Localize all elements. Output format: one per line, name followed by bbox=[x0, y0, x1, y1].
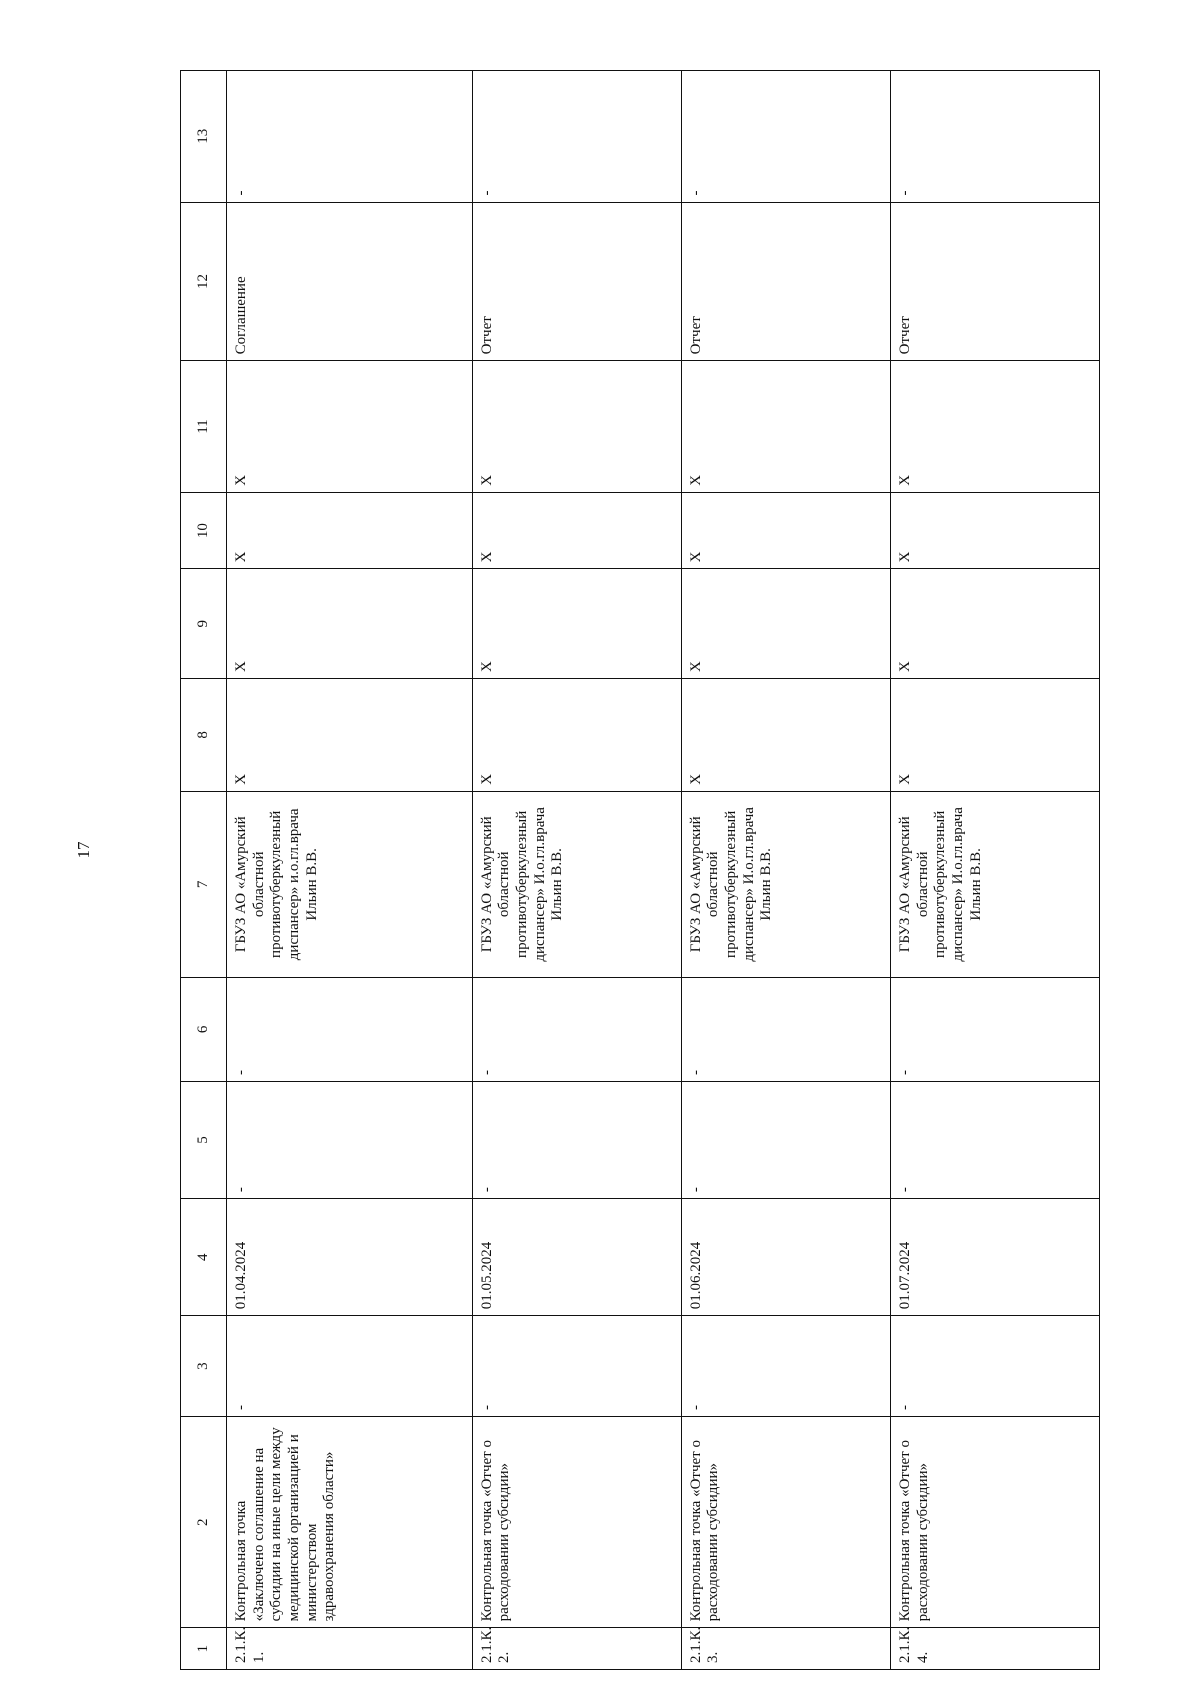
header-cell: 12 bbox=[181, 202, 227, 361]
cell-col8: X bbox=[890, 678, 1099, 791]
cell-col13: - bbox=[227, 71, 473, 203]
event-name: Контрольная точка «Отчет о расходовании субсидии» bbox=[890, 1417, 1099, 1628]
header-cell: 10 bbox=[181, 492, 227, 569]
date-cell: 01.06.2024 bbox=[681, 1199, 890, 1316]
rotated-table-frame bbox=[180, 70, 1100, 1670]
cell-col10: X bbox=[681, 492, 890, 569]
cell-col10: X bbox=[472, 492, 681, 569]
date-cell: 01.04.2024 bbox=[227, 1199, 473, 1316]
cell-col10: X bbox=[227, 492, 473, 569]
table-row bbox=[890, 71, 1099, 1670]
event-name: Контрольная точка «Отчет о расходовании субсидии» bbox=[472, 1417, 681, 1628]
cell-col13: - bbox=[681, 71, 890, 203]
cell-col6: - bbox=[890, 977, 1099, 1081]
cell-col5: - bbox=[227, 1081, 473, 1198]
table-row bbox=[227, 71, 473, 1670]
table-row bbox=[472, 71, 681, 1670]
cell-col10: X bbox=[890, 492, 1099, 569]
date-cell: 01.05.2024 bbox=[472, 1199, 681, 1316]
cell-col9: X bbox=[472, 569, 681, 679]
cell-col3: - bbox=[472, 1316, 681, 1417]
document-type-cell: Отчет bbox=[472, 202, 681, 361]
header-row bbox=[181, 71, 227, 1670]
cell-col11: X bbox=[681, 361, 890, 492]
row-number: 2.1.К. 3. bbox=[681, 1628, 890, 1670]
responsible-cell: ГБУЗ АО «Амурский областной противотуберкулезный диспансер» и.о.гл.врача Ильин В.В. bbox=[227, 791, 473, 977]
row-number: 2.1.К. 1. bbox=[227, 1628, 473, 1670]
cell-col3: - bbox=[681, 1316, 890, 1417]
cell-col3: - bbox=[227, 1316, 473, 1417]
event-name: Контрольная точка «Отчет о расходовании субсидии» bbox=[681, 1417, 890, 1628]
row-number: 2.1.К. 2. bbox=[472, 1628, 681, 1670]
cell-col13: - bbox=[890, 71, 1099, 203]
cell-col3: - bbox=[890, 1316, 1099, 1417]
cell-col9: X bbox=[890, 569, 1099, 679]
document-type-cell: Отчет bbox=[681, 202, 890, 361]
event-name: Контрольная точка «Заключено соглашение на субсидии на иные цели между медицинской организацией и министерством здравоохранения области» bbox=[227, 1417, 473, 1628]
cell-col9: X bbox=[227, 569, 473, 679]
cell-col5: - bbox=[890, 1081, 1099, 1198]
cell-col13: - bbox=[472, 71, 681, 203]
cell-col11: X bbox=[227, 361, 473, 492]
control-points-table bbox=[180, 70, 1100, 1670]
cell-col8: X bbox=[227, 678, 473, 791]
header-cell: 9 bbox=[181, 569, 227, 679]
header-cell: 13 bbox=[181, 71, 227, 203]
header-cell: 6 bbox=[181, 977, 227, 1081]
responsible-cell: ГБУЗ АО «Амурский областной противотуберкулезный диспансер» И.о.гл.врача Ильин В.В. bbox=[681, 791, 890, 977]
document-type-cell: Отчет bbox=[890, 202, 1099, 361]
document-type-cell: Соглашение bbox=[227, 202, 473, 361]
rotated-table-inner bbox=[180, 70, 1100, 1670]
cell-col11: X bbox=[472, 361, 681, 492]
date-cell: 01.07.2024 bbox=[890, 1199, 1099, 1316]
cell-col5: - bbox=[681, 1081, 890, 1198]
cell-col9: X bbox=[681, 569, 890, 679]
cell-col11: X bbox=[890, 361, 1099, 492]
table-row bbox=[681, 71, 890, 1670]
header-cell: 7 bbox=[181, 791, 227, 977]
responsible-cell: ГБУЗ АО «Амурский областной противотуберкулезный диспансер» И.о.гл.врача Ильин В.В. bbox=[890, 791, 1099, 977]
page-number: 17 bbox=[74, 841, 93, 859]
header-cell: 1 bbox=[181, 1628, 227, 1670]
cell-col6: - bbox=[227, 977, 473, 1081]
cell-col5: - bbox=[472, 1081, 681, 1198]
header-cell: 2 bbox=[181, 1417, 227, 1628]
header-cell: 8 bbox=[181, 678, 227, 791]
cell-col6: - bbox=[681, 977, 890, 1081]
header-cell: 4 bbox=[181, 1199, 227, 1316]
cell-col6: - bbox=[472, 977, 681, 1081]
responsible-cell: ГБУЗ АО «Амурский областной противотуберкулезный диспансер» И.о.гл.врача Ильин В.В. bbox=[472, 791, 681, 977]
row-number: 2.1.К. 4. bbox=[890, 1628, 1099, 1670]
cell-col8: X bbox=[681, 678, 890, 791]
header-cell: 5 bbox=[181, 1081, 227, 1198]
cell-col8: X bbox=[472, 678, 681, 791]
header-cell: 3 bbox=[181, 1316, 227, 1417]
header-cell: 11 bbox=[181, 361, 227, 492]
